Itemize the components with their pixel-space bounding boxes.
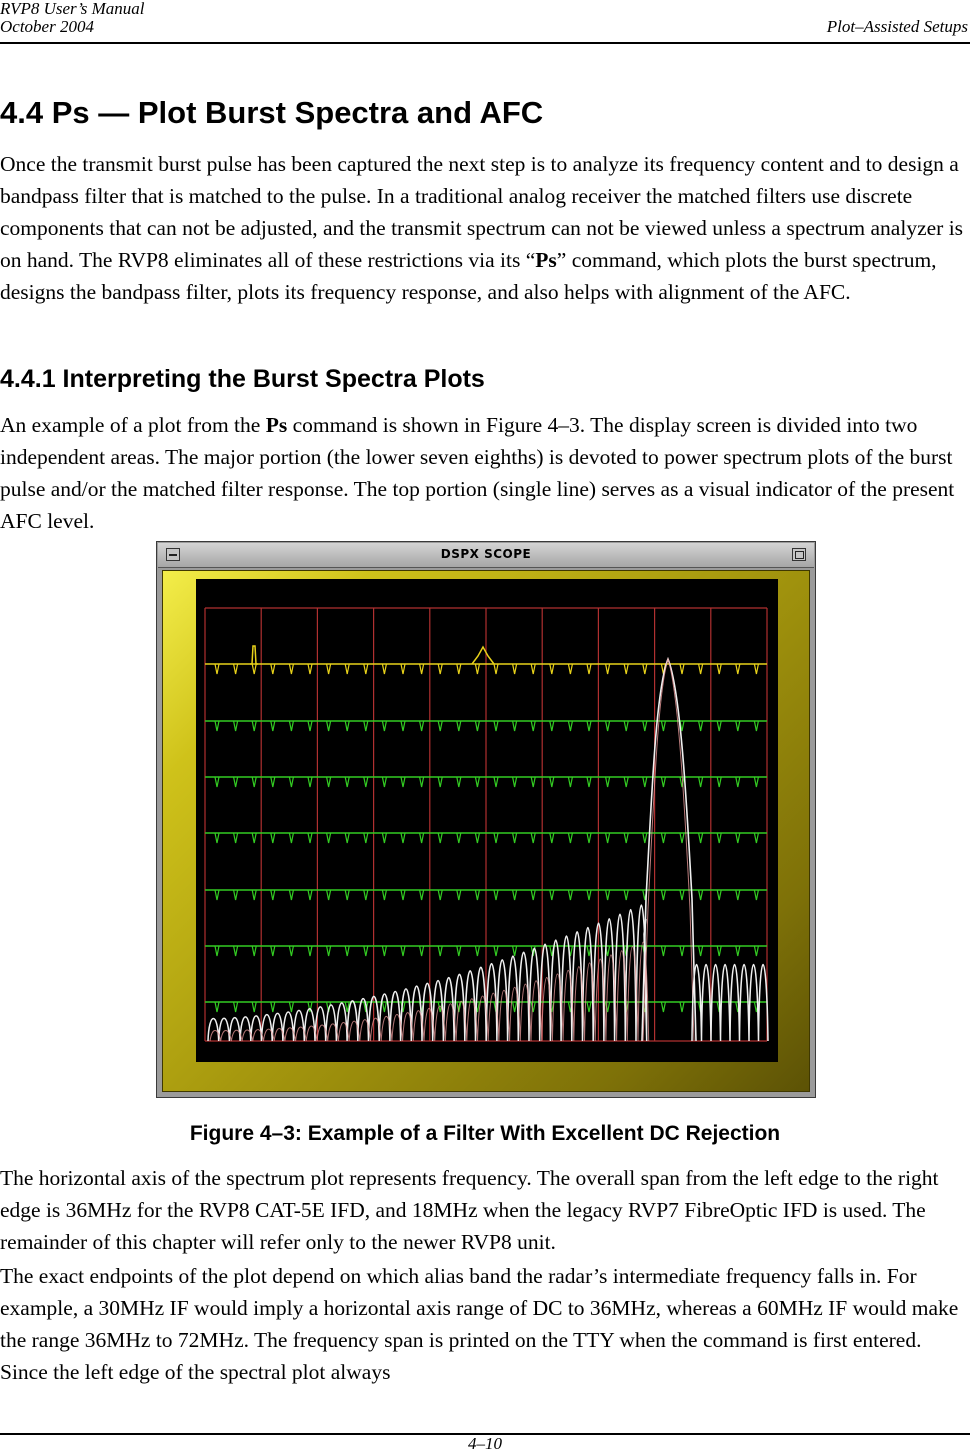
section-title: 4.4 Ps — Plot Burst Spectra and AFC	[0, 95, 544, 130]
maximize-icon	[795, 551, 804, 559]
section-paragraph	[0, 148, 968, 308]
text-run: ” command, which plots the burst spectrum, designs the bandpass filter, plots its frequency response, and also helps with alignment of the AFC.	[0, 248, 937, 304]
subsection-title: 4.4.1 Interpreting the Burst Spectra Plots	[0, 365, 485, 393]
header-chapter: Plot–Assisted Setups	[826, 17, 968, 36]
header-date: October 2004	[0, 17, 94, 36]
text-run: command is shown in Figure 4–3. The display screen is divided into two independent areas. The major portion (the lower seven eighths) is devoted to power spectrum plots of the burst pulse and/or the matched filter response. The top portion (single line) serves as a visual indicator of the present AFC level.	[0, 413, 955, 533]
header-rule	[0, 42, 970, 44]
subsection-paragraph-2: The horizontal axis of the spectrum plot represents frequency. The overall span from the left edge to the right edge is 36MHz for the RVP8 CAT-5E IFD, and 18MHz when the legacy RVP7 FibreOptic IFD is used. The remainder of this chapter will refer only to the newer RVP8 unit.	[0, 1166, 939, 1254]
page-number: 4–10	[468, 1434, 502, 1453]
text-run: Once the transmit burst pulse has been captured the next step is to analyze its frequency content and to design a bandpass filter that is matched to the pulse. In a traditional analog receiver the matched filters use discrete components that can not be adjusted, and the transmit spectrum can not be viewed unless a spectrum analyzer is on hand. The RVP8 eliminates all of these restrictions via its “	[0, 152, 964, 272]
window-titlebar	[158, 543, 814, 568]
window-maximize-button[interactable]	[792, 548, 806, 561]
figure-caption: Figure 4–3: Example of a Filter With Excellent DC Rejection	[189, 1122, 781, 1145]
text-run: An example of a plot from the	[0, 413, 266, 437]
window-title: DSPX SCOPE	[440, 547, 532, 561]
command-name: Ps	[265, 413, 288, 437]
dspx-scope-window	[156, 541, 816, 1098]
subsection-paragraph-1	[0, 409, 968, 537]
command-name: Ps	[535, 248, 557, 272]
subsection-paragraph-3: The exact endpoints of the plot depend on which alias band the radar’s intermediate frequency falls in. For example, a 30MHz IF would imply a horizontal axis range of DC to 36MHz, whereas a 60MHz IF would make the range 36MHz to 72MHz. The frequency span is printed on the TTY when the command is first entered. Since the left edge of the spectral plot always	[0, 1264, 959, 1384]
header-manual-title: RVP8 User’s Manual	[0, 0, 145, 18]
spectrum-plot	[196, 579, 778, 1062]
